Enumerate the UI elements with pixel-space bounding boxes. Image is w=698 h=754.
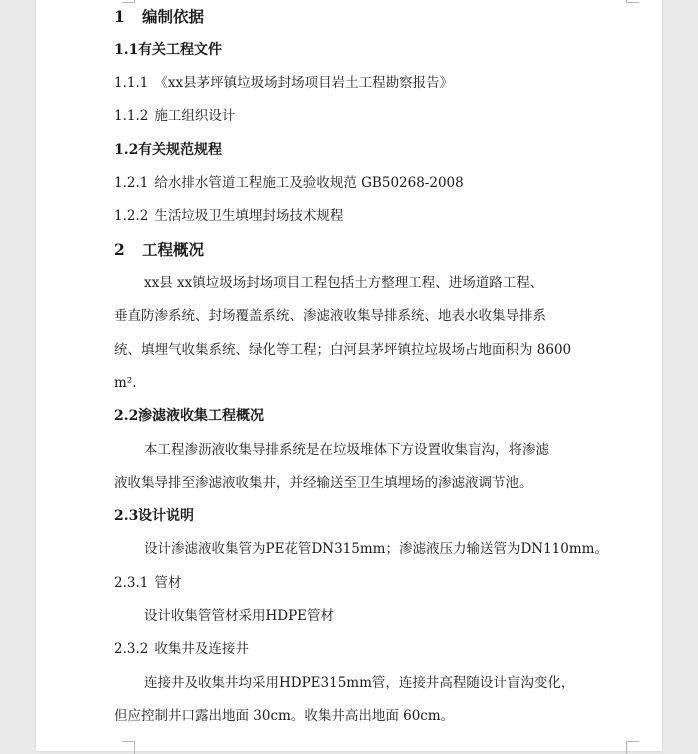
heading-number: 2.3.1 — [114, 575, 149, 591]
heading-2-3 — [114, 506, 194, 526]
heading-number: 2.2 — [114, 408, 139, 424]
heading-title: 给水排水管道工程施工及验收规范 GB50268-2008 — [154, 175, 464, 191]
paragraph-line: xx县 xx镇垃圾场封场项目工程包括土方整理工程、进场道路工程、 — [144, 275, 544, 291]
heading-number: 1.2.1 — [114, 175, 149, 191]
paragraph-line: 本工程渗沥液收集导排系统是在垃圾堆体下方设置收集盲沟，将渗滤 — [144, 442, 549, 458]
heading-title: 编制依据 — [142, 7, 205, 26]
heading-1-2-1 — [114, 173, 464, 193]
corner-mark-top-right — [626, 0, 639, 3]
heading-title: 生活垃圾卫生填埋封场技术规程 — [154, 208, 344, 224]
heading-1-2 — [114, 140, 222, 160]
heading-number: 1.1 — [114, 42, 139, 58]
heading-title: 有关规范规程 — [138, 142, 222, 158]
paragraph-line: 但应控制井口露出地面 30cm。收集井高出地面 60cm。 — [114, 708, 455, 724]
heading-number: 1.2 — [114, 142, 139, 158]
heading-title: 有关工程文件 — [138, 42, 222, 58]
heading-1-1 — [114, 40, 222, 60]
heading-2-2 — [114, 406, 264, 426]
heading-title: 施工组织设计 — [154, 108, 236, 124]
heading-1-2-2 — [114, 206, 343, 226]
heading-number: 1.1.2 — [114, 108, 149, 124]
heading-number: 1 — [114, 7, 125, 26]
paragraph-line: m². — [114, 375, 137, 391]
paragraph-line: 连接井及收集井均采用HDPE315mm管，连接井高程随设计盲沟变化， — [144, 675, 575, 691]
corner-mark-top-left — [122, 0, 135, 3]
heading-1-1-1 — [114, 73, 453, 93]
heading-title: 《xx县茅坪镇垃圾场封场项目岩土工程勘察报告》 — [154, 75, 454, 91]
heading-number: 1.2.2 — [114, 208, 149, 224]
corner-mark-bottom-left — [122, 741, 135, 754]
heading-number: 1.1.1 — [114, 75, 149, 91]
heading-2 — [114, 240, 204, 260]
paragraph-line: 液收集导排至渗滤液收集井，并经输送至卫生填埋场的渗滤液调节池。 — [114, 475, 533, 491]
heading-title: 管材 — [154, 575, 182, 591]
heading-title: 设计说明 — [138, 508, 194, 524]
corner-mark-bottom-right — [626, 741, 639, 754]
heading-1-1-2 — [114, 106, 235, 126]
paragraph-line: 设计渗滤液收集管为PE花管DN315mm；渗滤液压力输送管为DN110mm。 — [144, 541, 608, 557]
heading-title: 收集井及连接井 — [154, 641, 249, 657]
heading-title: 工程概况 — [142, 240, 205, 259]
paragraph-line: 统、填埋气收集系统、绿化等工程；白河县茅坪镇拉垃圾场占地面积为 8600 — [114, 342, 572, 358]
heading-2-3-2 — [114, 639, 249, 659]
heading-number: 2.3.2 — [114, 641, 149, 657]
heading-2-3-1 — [114, 573, 181, 593]
heading-number: 2.3 — [114, 508, 139, 524]
heading-number: 2 — [114, 240, 125, 259]
paragraph-line: 设计收集管管材采用HDPE管材 — [144, 608, 335, 624]
heading-title: 渗滤液收集工程概况 — [138, 408, 264, 424]
heading-1 — [114, 7, 204, 27]
paragraph-line: 垂直防渗系统、封场覆盖系统、渗滤液收集导排系统、地表水收集导排系 — [114, 308, 546, 324]
